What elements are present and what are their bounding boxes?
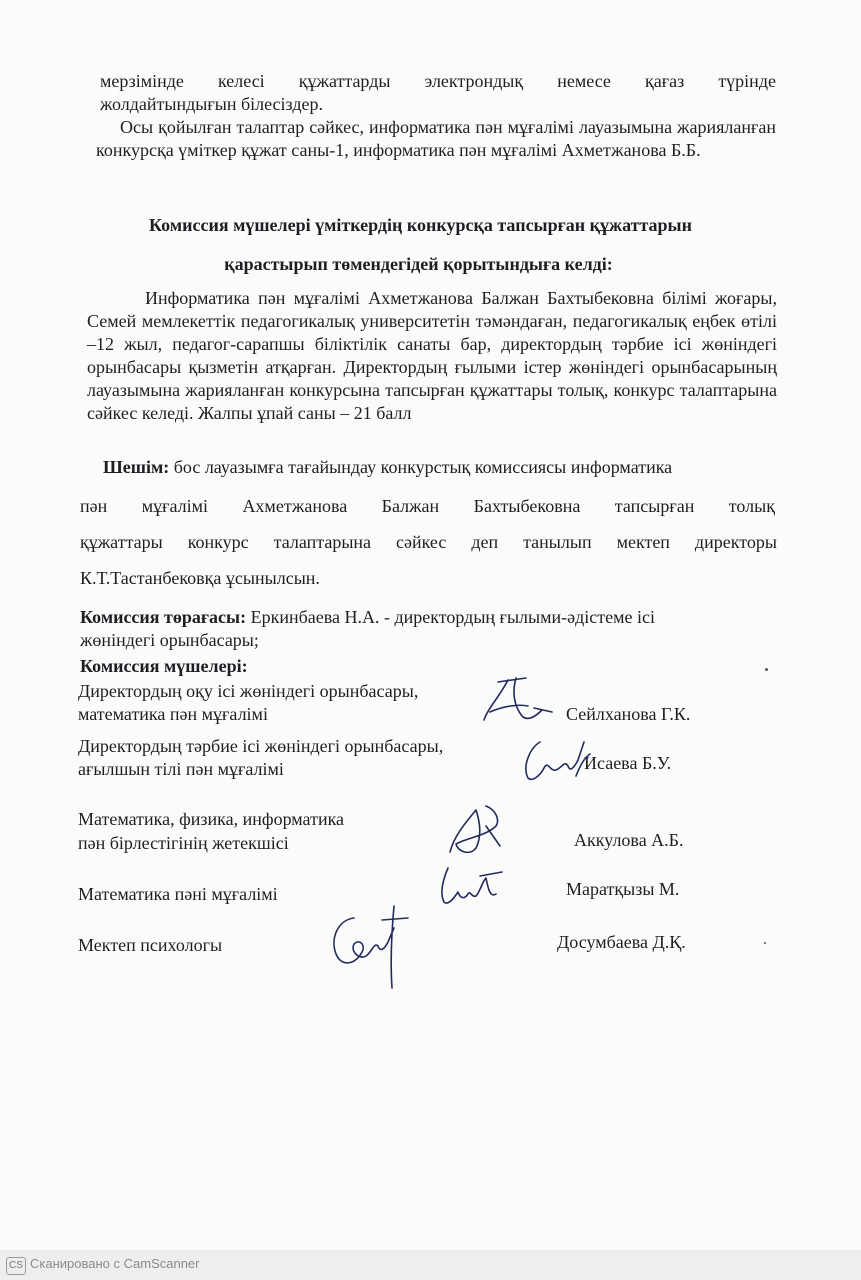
- word: қағаз: [645, 71, 685, 91]
- member4-signature: [430, 858, 510, 914]
- chair-label: Комиссия төрағасы:: [80, 607, 247, 627]
- paragraph2: Осы қойылған талаптар сәйкес, информатика пән мұғалімі лауазымына жарияланған конкурсқа үміткер құжат саны-1, информатика пән мұғалімі Ахметжанова Б.Б.: [96, 117, 776, 160]
- word: мерзімінде: [100, 71, 184, 91]
- decision-line3: [80, 531, 777, 554]
- word: құжаттары: [80, 532, 163, 552]
- decision-label: Шешім:: [103, 457, 170, 477]
- word: келесі: [217, 71, 265, 91]
- word: Ахметжанова: [242, 496, 348, 516]
- word: конкурс: [187, 532, 249, 552]
- member2-signature: [514, 726, 594, 788]
- member5-role-line1: Мектеп психологы: [78, 935, 223, 955]
- chair-line2: жөніндегі орынбасары;: [80, 630, 259, 650]
- decision-text: бос лауазымға тағайындау конкурстық комиссиясы информатика: [173, 457, 673, 477]
- member2-role-line2: ағылшын тілі пән мұғалімі: [78, 759, 284, 779]
- word: Бахтыбековна: [473, 496, 581, 516]
- member1-role-line1: Директордың оқу ісі жөніндегі орынбасары,: [78, 681, 419, 701]
- word: электрондық: [424, 71, 524, 91]
- word: құжаттарды: [298, 71, 391, 91]
- decision-line4: К.Т.Тастанбековқа ұсынылсын.: [80, 568, 320, 588]
- word: мектеп: [616, 532, 670, 552]
- word: директоры: [694, 532, 777, 552]
- word: талаптарына: [273, 532, 372, 552]
- member4-role-line1: Математика пәні мұғалімі: [78, 884, 278, 904]
- member2-name: Исаева Б.У.: [584, 753, 672, 773]
- decision-line2: [80, 495, 775, 518]
- scan-speck: [764, 942, 766, 944]
- member1-name: Сейлханова Г.К.: [566, 704, 691, 724]
- word: мұғалімі: [141, 496, 208, 516]
- member1-signature: [478, 668, 558, 728]
- scan-speck: [765, 668, 768, 671]
- chair-text: Еркинбаева Н.А. - директордың ғылыми-әдістеме ісі: [250, 607, 655, 627]
- word: толық: [728, 496, 775, 516]
- word: түрінде: [718, 71, 776, 91]
- member3-signature: [436, 796, 516, 860]
- member1-role-line2: математика пән мұғалімі: [78, 704, 268, 724]
- member5-signature: [320, 898, 416, 996]
- camscanner-watermark: [0, 1250, 861, 1280]
- paragraph1-line1: [100, 70, 776, 93]
- member4-name: Маратқызы М.: [566, 879, 680, 899]
- decision-line1: [103, 456, 672, 479]
- member2-role-line1: Директордың тәрбие ісі жөніндегі орынбасары,: [78, 736, 444, 756]
- member3-role-line2: пән бірлестігінің жетекшісі: [78, 833, 289, 853]
- camscanner-watermark-text: Сканировано с CamScanner: [30, 1256, 200, 1271]
- word: Балжан: [381, 496, 440, 516]
- member3-name: Аккулова А.Б.: [574, 830, 684, 850]
- conclusion-heading-line1: Комиссия мүшелері үміткердің конкурсқа тапсырған құжаттарын: [149, 215, 692, 235]
- word: немесе: [557, 71, 611, 91]
- word: тапсырған: [614, 496, 695, 516]
- member5-name: Досумбаева Д.Қ.: [557, 932, 686, 952]
- paragraph3: Информатика пән мұғалімі Ахметжанова Балжан Бахтыбековна білімі жоғары, Семей мемлекеттік педагогикалық университетін тәмәндаған, педагогикалық еңбек өтілі –12 жыл, педагог-сарапшы біліктілік санаты бар, директордың тәрбие ісі жөніндегі орынбасары қызметін атқарған. Директордың ғылыми істер жөніндегі орынбасарының лауазымына жарияланған конкурсына тапсырған құжаттары толық, конкурс талаптарына сәйкес келеді. Жалпы ұпай саны – 21 балл: [87, 288, 777, 423]
- chair-line1: [80, 606, 655, 629]
- word: танылып: [523, 532, 592, 552]
- member3-role-line1: Математика, физика, информатика: [78, 809, 345, 829]
- word: деп: [471, 532, 499, 552]
- members-label: Комиссия мүшелері:: [80, 656, 248, 676]
- word: пән: [80, 496, 108, 516]
- conclusion-heading-line2: қарастырып төмендегідей қорытындыға келді:: [224, 254, 613, 274]
- camscanner-logo-icon: CS: [6, 1257, 26, 1275]
- paragraph1-line2: жолдайтындығын білесіздер.: [100, 94, 323, 114]
- word: сәйкес: [396, 532, 447, 552]
